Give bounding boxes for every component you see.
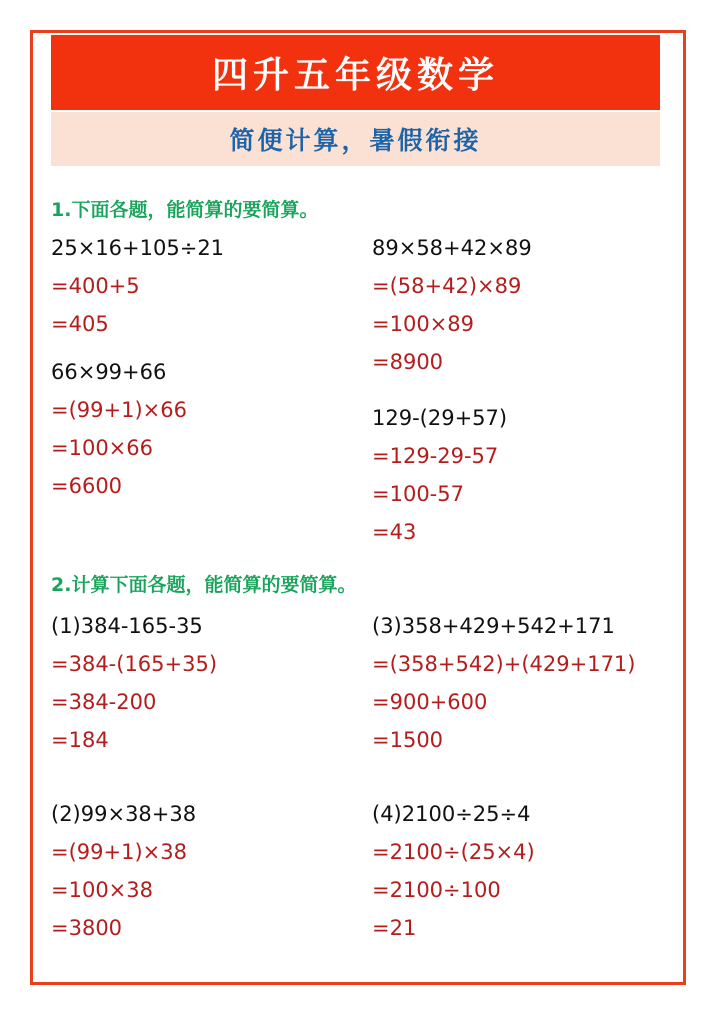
title-banner [51,35,660,110]
section2-left-column [51,607,217,947]
problem-question: 66×99+66 [51,360,167,384]
page-subtitle: 简便计算，暑假衔接 [229,126,482,155]
problem-step: =2100÷100 [372,878,501,902]
section2-right-column [372,607,635,947]
problem-question: (3)358+429+542+171 [372,614,615,638]
problem-question: (4)2100÷25÷4 [372,802,531,826]
problem-step: =100×89 [372,312,474,336]
section1-left-column [51,229,224,505]
problem-step: =21 [372,916,417,940]
problem-step: =2100÷(25×4) [372,840,535,864]
problem-step: =384-(165+35) [51,652,218,676]
page-title: 四升五年级数学 [211,54,499,96]
problem-question: 89×58+42×89 [372,236,532,260]
problem-step: =400+5 [51,274,140,298]
section2-heading: 2.计算下面各题，能简算的要简算。 [51,574,357,596]
problem-step: =(58+42)×89 [372,274,522,298]
problem-question: 25×16+105÷21 [51,236,225,260]
problem-step: =184 [51,728,109,752]
spacer [51,759,217,795]
problem-step: =1500 [372,728,444,752]
problem-step: =100-57 [372,482,464,506]
problem-step: =8900 [372,350,444,374]
problem-step: =900+600 [372,690,488,714]
problem-step: =100×66 [51,436,153,460]
problem-step: =6600 [51,474,123,498]
problem-step: =43 [372,520,417,544]
section1-heading: 1.下面各题，能简算的要简算。 [51,199,319,221]
problem-step: =405 [51,312,109,336]
problem-step: =129-29-57 [372,444,499,468]
problem-step: =100×38 [51,878,153,902]
spacer [372,759,635,795]
problem-question: 129-(29+57) [372,406,508,430]
problem-step: =(99+1)×66 [51,398,187,422]
problem-step: =384-200 [51,690,157,714]
problem-question: (1)384-165-35 [51,614,203,638]
subtitle-banner [51,112,660,166]
problem-step: =3800 [51,916,123,940]
section1-right-column [372,229,532,551]
problem-step: =(99+1)×38 [51,840,187,864]
problem-question: (2)99×38+38 [51,802,197,826]
problem-step: =(358+542)+(429+171) [372,652,636,676]
